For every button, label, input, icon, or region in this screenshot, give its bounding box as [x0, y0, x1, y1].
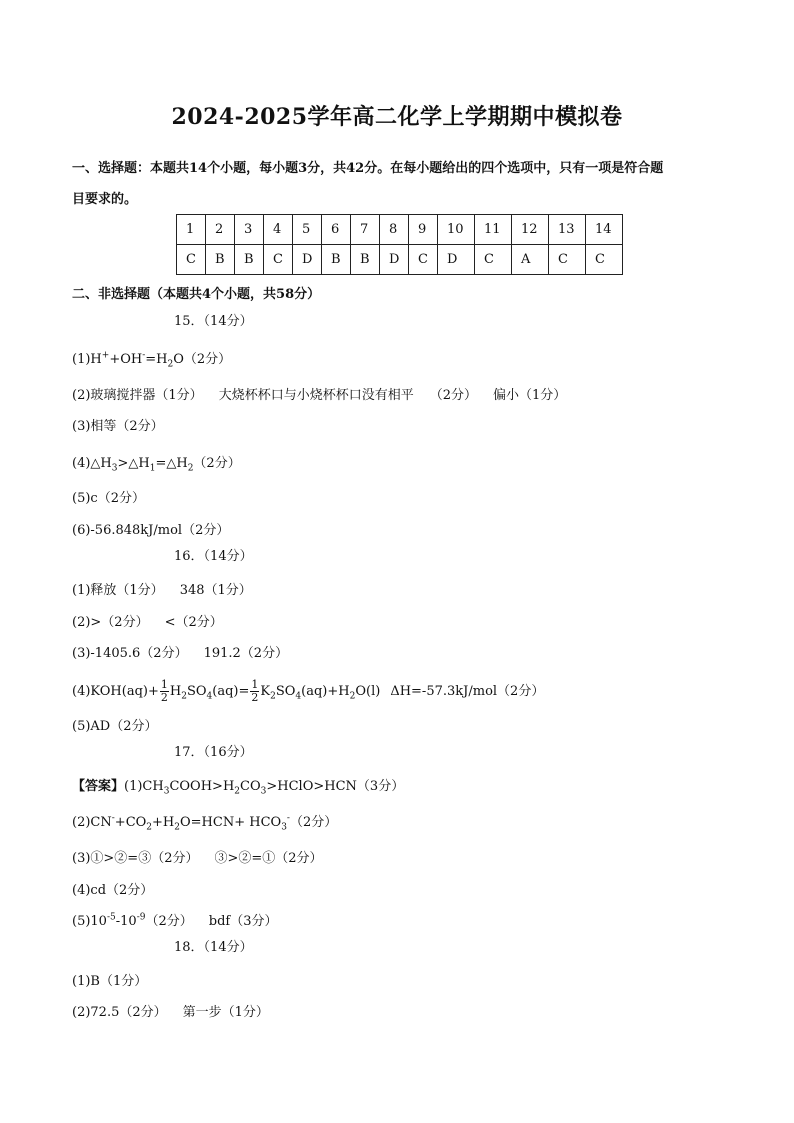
answer-table: [176, 214, 623, 275]
q15-answer-4: $(4)\triangle H_3>\triangle H_1=\triangle H_2(2$分）: [72, 456, 241, 474]
answer-cell: C: [409, 245, 438, 275]
answer-cell: A: [512, 245, 549, 275]
q16-header: 16．（14分）: [174, 549, 253, 564]
q17-header: 17．（16分）: [174, 745, 253, 760]
question-number-cell: 5: [293, 215, 322, 245]
section1-instructions: [72, 160, 663, 178]
question-number-cell: 10: [438, 215, 475, 245]
question-number-cell: 13: [549, 215, 586, 245]
answer-cell: C: [264, 245, 293, 275]
answer-cell: C: [177, 245, 206, 275]
section1-line1: 一、选择题：本题共14个小题，每小题3分，共42分。在每小题给出的四个选项中，只有一项是符合题: [72, 161, 664, 176]
q18-answer-2: (2)72.5（2分） 第一步（1分）: [72, 1005, 269, 1020]
answer-cell: B: [206, 245, 235, 275]
answer-cell: B: [322, 245, 351, 275]
question-number-cell: 1: [177, 215, 206, 245]
q17-answer-1: 【答案】$(1)CH_3COOH>H_2CO_3>HClO>HCN(3$分）: [72, 779, 405, 797]
fraction-one-half: $\frac{1}{2}$: [251, 678, 259, 704]
question-number-cell: 3: [235, 215, 264, 245]
q18-answer-1: (1)B（1分）: [72, 974, 148, 989]
q15-header: 15．（14分）: [174, 314, 253, 329]
question-number-cell: 9: [409, 215, 438, 245]
answer-cell: C: [475, 245, 512, 275]
answer-cell: D: [438, 245, 475, 275]
answer-label: 【答案】: [72, 779, 125, 794]
q15-answer-2: (2)玻璃搅拌器（1分） 大烧杯杯口与小烧杯杯口没有相平 （2分） 偏小（1分）: [72, 388, 567, 403]
q16-answer-3: (3)-1405.6（2分） 191.2（2分）: [72, 646, 289, 661]
q18-header: 18．（14分）: [174, 940, 253, 955]
question-number-cell: 14: [586, 215, 623, 245]
section1-instructions-cont: [72, 191, 137, 209]
answer-cell: D: [380, 245, 409, 275]
q15-answer-6: (6)-56.848kJ/mol（2分）: [72, 523, 230, 538]
q17-answer-5: $(5)10^{-5}-10^{-9}(2$分） bdf（3分）: [72, 912, 278, 929]
q15-answer-3: (3)相等（2分）: [72, 419, 164, 434]
answer-cell: B: [235, 245, 264, 275]
q16-answer-5: (5)AD（2分）: [72, 719, 158, 734]
answer-cell: B: [351, 245, 380, 275]
question-number-cell: 12: [512, 215, 549, 245]
question-number-cell: 11: [475, 215, 512, 245]
q15-answer-5: (5)c（2分）: [72, 491, 145, 506]
answer-table-number-row: [177, 215, 623, 245]
fraction-one-half: $\frac{1}{2}$: [160, 678, 168, 704]
question-number-cell: 4: [264, 215, 293, 245]
answer-cell: D: [293, 245, 322, 275]
q16-answer-4: (4)KOH(aq)+ $\frac{1}{2}$ $H_2SO_4(aq)=$ $\frac{1}{2}$ $K_2SO_4(aq)+H_2O(l)$ ΔH=-57.3kJ/mol（2分）: [72, 678, 545, 704]
q17-answer-2: $(2)CN^-+CO_2+H_2O=HCN+ HCO_3^-(2$分）: [72, 813, 338, 833]
q17-answer-3: (3)①>②=③（2分） ③>②=①（2分）: [72, 851, 323, 866]
q15-answer-1: $(1)H^++OH^-=H_2O(2$分）: [72, 350, 232, 370]
page-title: 2024-2025学年高二化学上学期期中模拟卷: [171, 104, 623, 130]
q16-answer-2: (2)>（2分） <（2分）: [72, 615, 223, 630]
answer-cell: C: [586, 245, 623, 275]
answer-table-answer-row: [177, 245, 623, 275]
question-number-cell: 2: [206, 215, 235, 245]
section1-line2: 目要求的。: [72, 192, 138, 207]
q17-answer-4: (4)cd（2分）: [72, 883, 154, 898]
answer-cell: C: [549, 245, 586, 275]
question-number-cell: 7: [351, 215, 380, 245]
section2-heading: 二、非选择题（本题共4个小题，共58分）: [72, 287, 321, 302]
question-number-cell: 8: [380, 215, 409, 245]
question-number-cell: 6: [322, 215, 351, 245]
q16-answer-1: (1)释放（1分） 348（1分）: [72, 583, 252, 598]
